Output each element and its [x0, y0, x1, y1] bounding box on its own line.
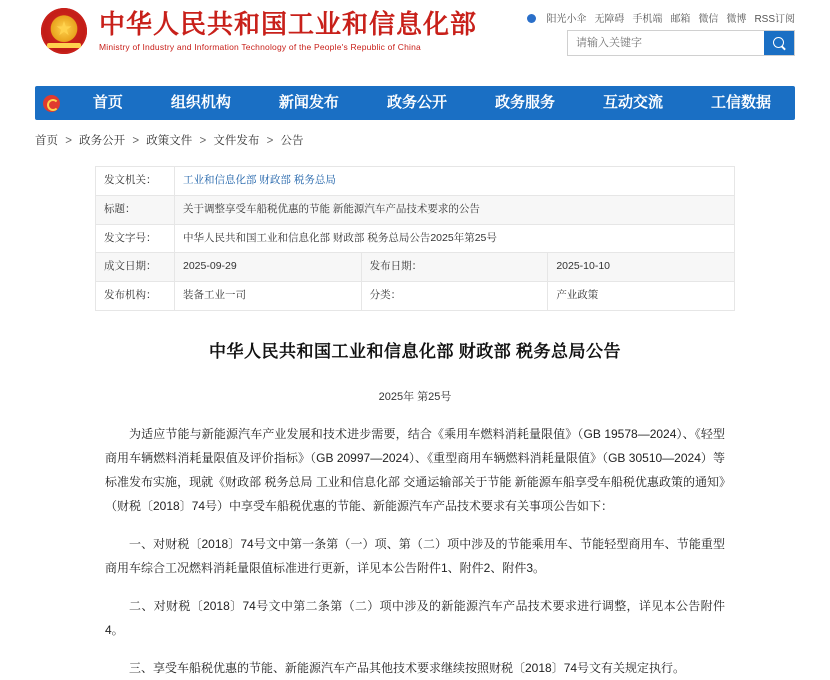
article-paragraph-1: 为适应节能与新能源汽车产业发展和技术进步需要，结合《乘用车燃料消耗量限值》（GB 19578—2024）、《轻型商用车辆燃料消耗量限值及评价指标》（GB 20997—2024）、《重型商用车辆燃料消耗量限值》（GB 30510—2024）等标准发布实施，现就《财政部 税务总局 工业和信息化部 交通运输部关于节能 新能源车船享受车船税优惠政策的通知》（财税〔2018〕74号）中享受车船税优惠的节能、新能源汽车产品技术要求有关事项公告如下： — [105, 426, 725, 513]
top-link-rss[interactable]: RSS订阅 — [754, 14, 795, 25]
nav-item-gov-service[interactable]: 政务服务 — [494, 94, 555, 111]
top-link-sunshine[interactable]: 阳光小伞 — [546, 14, 587, 25]
nav-item-interaction[interactable]: 互动交流 — [602, 94, 663, 111]
meta-label-publisher: 发布机构： — [96, 282, 175, 311]
top-link-accessibility[interactable]: 无障碍 — [594, 14, 625, 25]
meta-label-title: 标题： — [96, 195, 175, 224]
site-title-cn: 中华人民共和国工业和信息化部 — [99, 9, 478, 39]
document-number: 2025年 第25号 — [378, 390, 452, 403]
article-body — [105, 337, 725, 680]
meta-label-docnumber: 发文字号： — [96, 224, 175, 253]
nav-item-data[interactable]: 工信数据 — [710, 94, 771, 111]
site-title-block — [99, 10, 477, 53]
top-link-mobile[interactable]: 手机端 — [632, 14, 663, 25]
meta-value-category: 产业政策 — [548, 282, 735, 311]
top-utility-links — [527, 10, 795, 25]
article-paragraph-3: 二、对财税〔2018〕74号文中第二条第（二）项中涉及的新能源汽车产品技术要求进行调整，详见本公告附件4。 — [105, 598, 725, 637]
table-row — [96, 282, 735, 311]
table-row — [96, 167, 735, 196]
meta-label-drafted-date: 成文日期： — [96, 253, 175, 282]
article-paragraph-2: 一、对财税〔2018〕74号文中第一条第（一）项、第（二）项中涉及的节能乘用车、节能轻型商用车、节能重型商用车综合工况燃料消耗量限值标准进行更新，详见本公告附件1、附件2、附件3。 — [105, 536, 725, 575]
breadcrumb-separator: > — [266, 135, 274, 147]
site-header — [0, 0, 830, 80]
top-link-wechat[interactable]: 微信 — [698, 14, 719, 25]
top-link-mail[interactable]: 邮箱 — [670, 14, 691, 25]
accessibility-eye-icon — [527, 14, 536, 23]
search-input[interactable] — [568, 30, 764, 56]
table-row — [96, 195, 735, 224]
meta-label-issuer: 发文机关： — [96, 167, 175, 196]
search-icon-handle — [781, 45, 786, 50]
nav-item-gov-open[interactable]: 政务公开 — [386, 94, 447, 111]
breadcrumb-item-4[interactable]: 公告 — [280, 135, 304, 147]
breadcrumb-item-2[interactable]: 政策文件 — [146, 135, 193, 147]
document-meta-table — [95, 166, 735, 311]
site-title-en: Ministry of Industry and Information Technology of the People's Republic of China — [99, 42, 421, 53]
national-emblem-icon — [41, 8, 87, 54]
breadcrumb-separator: > — [65, 135, 72, 147]
meta-label-category: 分类： — [361, 282, 548, 311]
meta-value-issuer[interactable]: 工业和信息化部 财政部 税务总局 — [175, 167, 735, 196]
breadcrumb — [35, 132, 795, 148]
search-button[interactable] — [764, 31, 794, 55]
breadcrumb-separator: > — [132, 135, 140, 147]
page-title: 中华人民共和国工业和信息化部 财政部 税务总局公告 — [209, 341, 621, 361]
search-box — [567, 30, 795, 56]
top-link-weibo[interactable]: 微博 — [726, 14, 747, 25]
nav-item-organization[interactable]: 组织机构 — [170, 94, 231, 111]
table-row — [96, 224, 735, 253]
site-logo-icon — [35, 95, 69, 112]
meta-value-title: 关于调整享受车船税优惠的节能 新能源汽车产品技术要求的公告 — [175, 195, 735, 224]
breadcrumb-item-1[interactable]: 政务公开 — [79, 135, 126, 147]
nav-item-news[interactable]: 新闻发布 — [278, 94, 339, 111]
nav-item-home[interactable]: 首页 — [92, 94, 123, 111]
meta-value-publisher: 装备工业一司 — [175, 282, 362, 311]
breadcrumb-item-0[interactable]: 首页 — [35, 135, 58, 147]
meta-label-publish-date: 发布日期： — [361, 253, 548, 282]
meta-value-drafted-date: 2025-09-29 — [175, 253, 362, 282]
article-paragraph-4: 三、享受车船税优惠的节能、新能源汽车产品其他技术要求继续按照财税〔2018〕74号文有关规定执行。 — [129, 660, 686, 675]
table-row — [96, 253, 735, 282]
breadcrumb-item-3[interactable]: 文件发布 — [213, 135, 260, 147]
breadcrumb-separator: > — [199, 135, 207, 147]
meta-value-publish-date: 2025-10-10 — [548, 253, 735, 282]
meta-value-docnumber: 中华人民共和国工业和信息化部 财政部 税务总局公告2025年第25号 — [175, 224, 735, 253]
main-nav — [35, 86, 795, 120]
